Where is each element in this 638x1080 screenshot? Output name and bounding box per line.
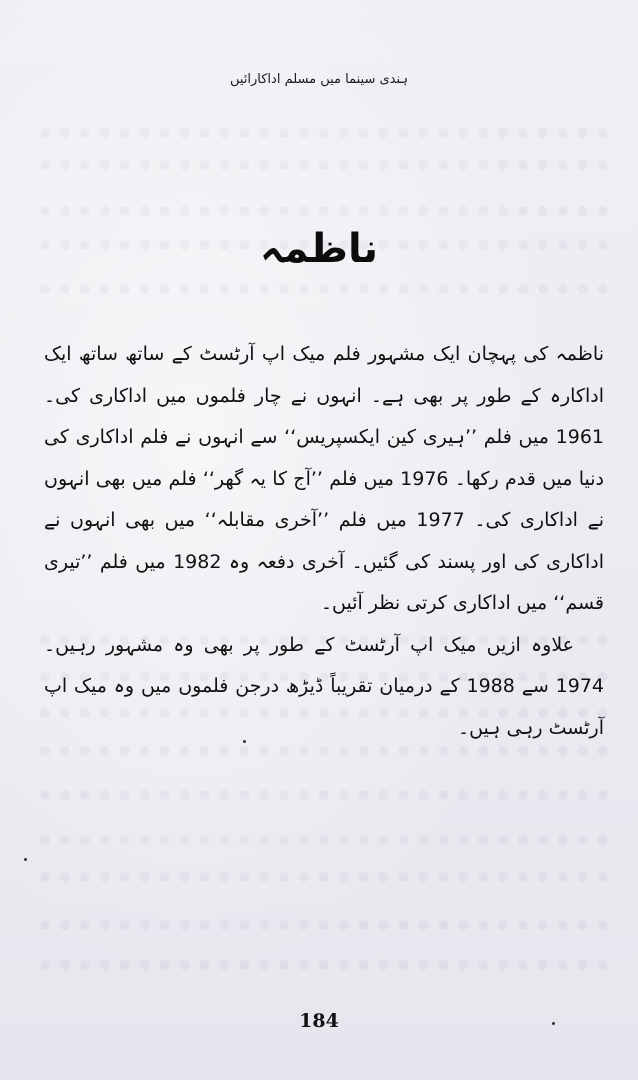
bleed-through-line (40, 128, 608, 139)
paragraph: علاوہ ازیں میک اپ آرٹسٹ کے طور پر بھی وہ مشہور رہیں۔ 1974 سے 1988 کے درمیان تقریباً ڈیڑھ درجن فلموں میں وہ میک اپ آرٹسٹ رہی ہیں۔ (44, 633, 604, 739)
bleed-through-line (40, 284, 608, 295)
chapter-title: ناظمہ (260, 226, 378, 272)
body-text (44, 334, 604, 749)
bleed-through-line (40, 790, 608, 801)
ink-speck (243, 740, 246, 743)
bleed-through-line (40, 160, 608, 171)
paragraph: ناظمہ کی پہچان ایک مشہور فلم میک اپ آرٹسٹ کے ساتھ ساتھ ایک اداکارہ کے طور پر بھی ہے۔ انہوں نے چار فلموں میں اداکاری کی۔ 1961 میں فلم ’’ہیری کین ایکسپریس‘‘ سے انہوں نے فلم اداکاری کی دنیا میں قدم رکھا۔ 1976 میں فلم ’’آج کا یہ گھر‘‘ فلم میں بھی انہوں نے اداکاری کی۔ 1977 میں فلم ’’آخری مقابلہ‘‘ میں بھی انہوں نے اداکاری کی اور پسند کی گئیں۔ آخری دفعہ وہ 1982 میں فلم ’’تیری قسم‘‘ میں اداکاری کرتی نظر آئیں۔ (44, 343, 604, 614)
page-number: 184 (299, 1010, 339, 1032)
ink-speck (24, 858, 27, 861)
bleed-through-line (40, 206, 608, 217)
bleed-through-line (40, 960, 608, 971)
bleed-through-line (40, 872, 608, 883)
bleed-through-line (40, 920, 608, 931)
bleed-through-line (40, 835, 608, 846)
running-head: ہندی سینما میں مسلم اداکارائیں (229, 72, 409, 87)
